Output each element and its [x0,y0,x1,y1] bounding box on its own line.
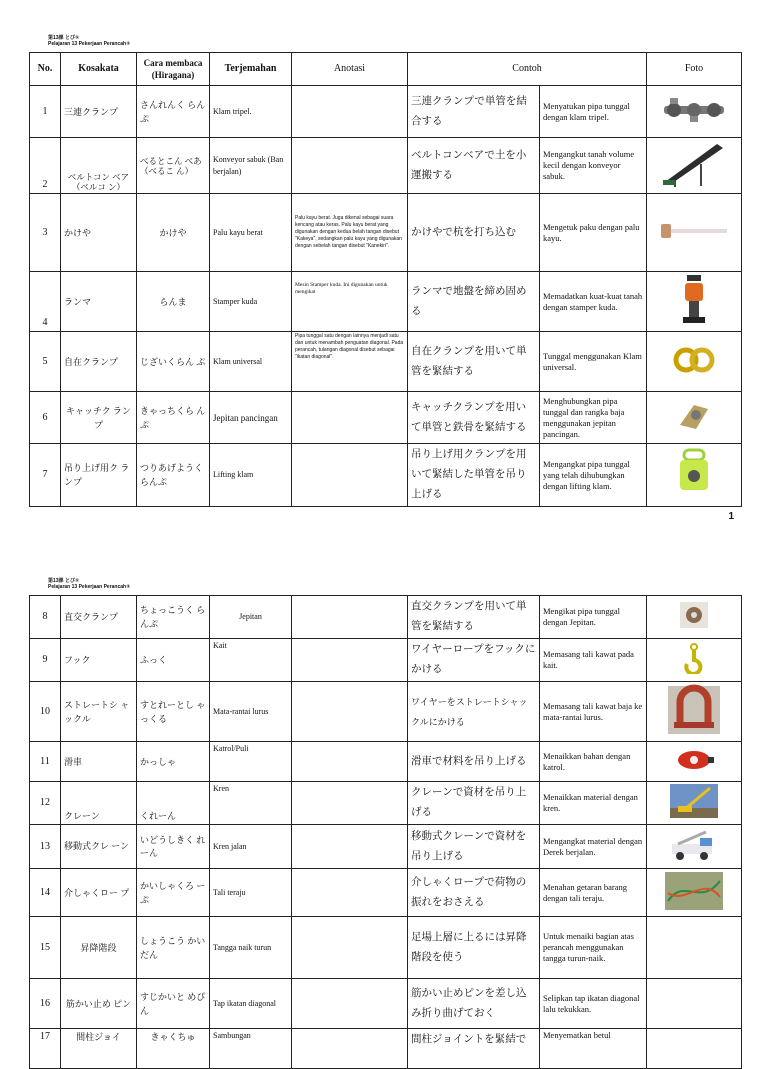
col-terjemahan: Terjemahan [210,53,292,86]
lesson-subtitle: Pelajaran 13 Pekerjaan Perancah① [48,41,131,47]
vocab-table-2 [29,595,742,1069]
crane-photo [647,782,742,825]
table-row: 16 筋かい止め ピン すじかいと めぴん Tap ikatan diagonal 筋かい止めピンを差し込み折り曲げておく Selipkan tap ikatan diagonal lalu tekukkan. [30,979,742,1029]
col-anotasi: Anotasi [292,53,408,86]
shackle-photo [647,682,742,742]
table-header-row [30,53,742,86]
catch-clamp-photo [647,392,742,444]
lesson-title: 第13課 とび① [48,35,80,41]
col-cara: Cara membaca (Hiragana) [137,53,210,86]
table-row: 2 ベルトコン ベア （ベルコ ン） べるとこん べあ （べるこ ん） Konveyor sabuk (Ban berjalan) ベルトコンベアで土を小運搬する Mengangkut tanah volume kecil dengan konveyor sabuk. [30,138,742,194]
table-row: 13 移動式クレ ーン いどうしきく れーん Kren jalan 移動式クレーンで資材を吊り上げる Mengangkat material dengan Derek berjalan. [30,825,742,869]
table-row: 1 三連クランプ さんれんく らんぷ Klam tripel. 三連クランプで単管を結合する Menyatukan pipa tunggal dengan klam tripel. [30,86,742,138]
right-clamp-photo [647,596,742,639]
table-row: 4 ランマ らんま Stamper kuda Mesin Stamper kuda. Ini digunakan untuk mengikat ランマで地盤を締め固める Memadatkan kuat-kuat tanah dengan stamper kuda. [30,272,742,332]
mobile-crane-photo [647,825,742,869]
table-row: 10 ストレートシ ャックル すとれーとし ゃっくる Mata-rantai lurus ワイヤーをストレートシャックルにかける Memasang tali kawat baja ke mata-rantai lurus. [30,682,742,742]
clamp-photo [647,86,742,138]
rope-photo [647,869,742,917]
conveyor-photo [647,138,742,194]
col-no: No. [30,53,61,86]
table-row: 5 自在クランプ じざいくらん ぷ Klam universal Pipa tunggal satu dengan lainnya menjadi satu dan untuk menambah penguatan diagonal. Pada perancah, tulangan diagonal disebut sebagai "ikatan diagonal". 自在クランプを用いて単管を緊結する Tunggal menggunakan Klam universal. [30,332,742,392]
table-row: 6 キャッチク ランプ きゃっちくら んぷ Jepitan pancingan キャッチクランプを用いて単管と鉄骨を緊結する Menghubungkan pipa tunggal dan rangka baja menggunakan jepitan pancingan. [30,392,742,444]
universal-clamp-photo [647,332,742,392]
col-kosakata: Kosakata [61,53,137,86]
col-contoh: Contoh [408,53,647,86]
pulley-photo [647,742,742,782]
lesson-title: 第13課 とび① [48,578,80,584]
table-row: 14 介しゃくロー プ かいしゃくろ ーぷ Tali teraju 介しゃくロープで荷物の振れをおさえる Menahan getaran barang dengan tali teraju. [30,869,742,917]
hook-photo [647,639,742,682]
table-row: 8 直交クランプ ちょっこうく らんぷ Jepitan 直交クランプを用いて単管を緊結する Mengikat pipa tunggal dengan Jepitan. [30,596,742,639]
table-row: 3 かけや かけや Palu kayu berat Palu kayu berat. Juga dikenal sebagai suara kencang atau keras. Palu kayu berat yang digunakan dengan kedua belah tangan disebut "Kakeya", sedangkan palu kayu yang digunakan dengan sebelah tangan disebut "Kanekiri". かけやで杭を打ち込む Mengetuk paku dengan palu kayu. [30,194,742,272]
rammer-photo [647,272,742,332]
lifting-clamp-photo [647,444,742,507]
mallet-photo [647,194,742,272]
table-row: 7 吊り上げ用ク ランプ つりあげようく らんぷ Lifting klam 吊り上げ用クランプを用いて緊結した単管を吊り上げる Mengangkat pipa tunggal yang telah dihubungkan dengan lifting klam. [30,444,742,507]
page-gap [0,540,768,578]
vocab-table-1 [29,52,742,507]
table-row: 11 滑車 かっしゃ Katrol/Puli 滑車で材料を吊り上げる Menaikkan bahan dengan katrol. [30,742,742,782]
col-foto: Foto [647,53,742,86]
page-2 [0,578,768,1045]
table-row: 9 フック ふっく Kait ワイヤーロープをフックにかける Memasang tali kawat pada kait. [30,639,742,682]
table-row: 17 間柱ジョイ きゃくちゅ Sambungan 間柱ジョイントを緊結で Menyematkan betul [30,1029,742,1069]
lesson-subtitle: Pelajaran 13 Pekerjaan Perancah① [48,584,131,590]
page-number: 1 [728,511,734,522]
table-row: 12 クレーン くれーん Kren クレーンで資材を吊り上げる Menaikkan material dengan kren. [30,782,742,825]
table-row: 15 昇降階段 しょうこう かいだん Tangga naik turun 足場上層に上るには昇降階段を使う Untuk menaiki bagian atas perancah menggunakan tangga turun-naik. [30,917,742,979]
